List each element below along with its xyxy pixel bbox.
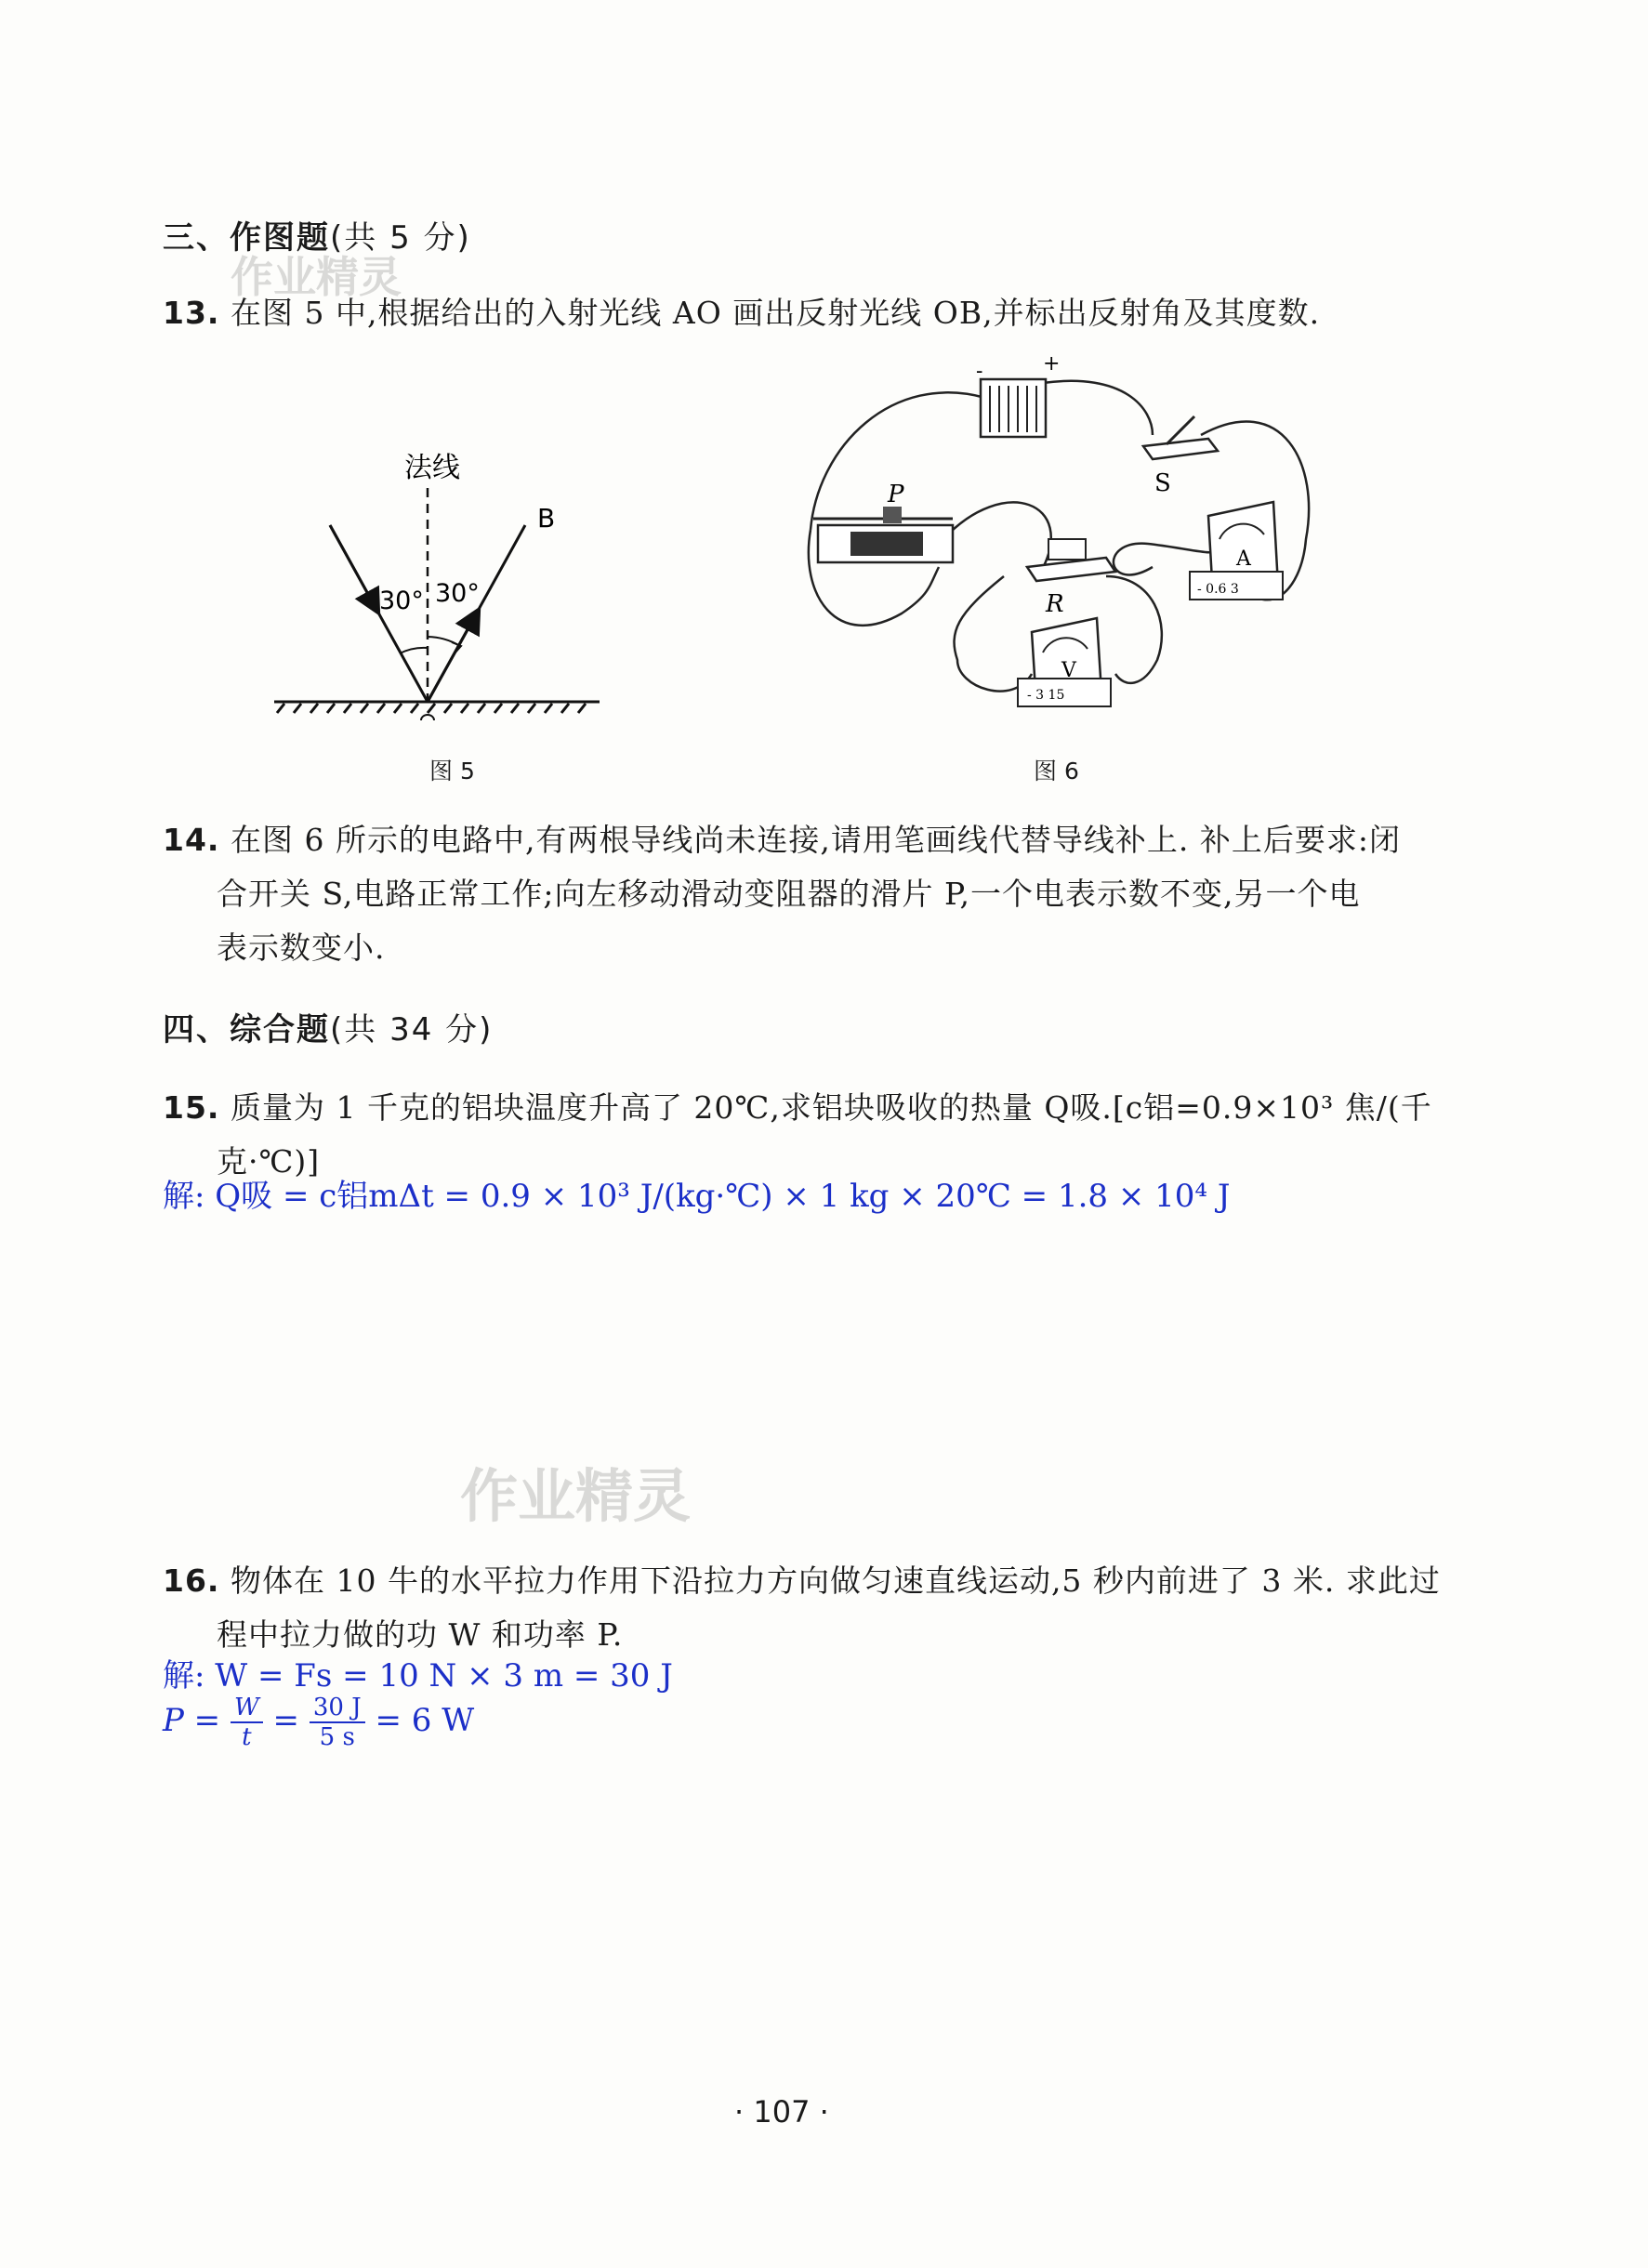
- watermark-top: 作业精灵: [231, 252, 402, 302]
- question-14-number: 14.: [163, 822, 220, 858]
- equals-sign: =: [272, 1702, 300, 1739]
- figure-5: [270, 423, 604, 739]
- section-4-score: (共 34 分): [330, 1011, 494, 1048]
- reflect-angle-label: 30°: [435, 579, 480, 608]
- voltmeter-label: V: [1061, 659, 1076, 682]
- question-16-answer-1: 解: W = Fs = 10 N × 3 m = 30 J: [163, 1657, 673, 1694]
- question-14-line-3: 表示数变小.: [217, 930, 386, 966]
- fraction-w-over-t: [231, 1694, 263, 1751]
- question-13-text: 在图 5 中,根据给出的入射光线 AO 画出反射光线 OB,并标出反射角及其度数.: [230, 295, 1321, 331]
- question-14: [163, 813, 1510, 975]
- question-16: [163, 1554, 1510, 1662]
- question-15-line-1: 质量为 1 千克的铝块温度升高了 20℃,求铝块吸收的热量 Q吸.[c铝=0.9×10³ 焦/(千: [230, 1089, 1432, 1126]
- section-4-title: [163, 1004, 493, 1049]
- question-15-line-2: 克·℃)]: [217, 1143, 321, 1180]
- slider-label: P: [888, 481, 904, 508]
- battery-minus: -: [976, 360, 983, 383]
- question-16-answer-2: [163, 1694, 474, 1751]
- ammeter-label: A: [1236, 547, 1251, 571]
- fraction-2-denominator: 5 s: [319, 1723, 355, 1751]
- normal-label: 法线: [404, 452, 460, 484]
- fraction-30j-over-5s: [310, 1694, 365, 1751]
- question-13-number: 13.: [163, 295, 220, 331]
- incident-angle-label: 30°: [379, 587, 424, 615]
- question-13: [163, 286, 1510, 340]
- power-lhs: P =: [163, 1702, 221, 1739]
- figure-6: [799, 353, 1320, 734]
- fraction-2-numerator: 30 J: [310, 1694, 365, 1723]
- question-14-line-1: 在图 6 所示的电路中,有两根导线尚未连接,请用笔画线代替导线补上. 补上后要求:闭: [230, 822, 1402, 858]
- resistor-label: R: [1046, 590, 1064, 618]
- figure-5-caption: 图 5: [429, 758, 475, 785]
- figure-5-diagram: [270, 423, 604, 739]
- voltmeter-scale: - 3 15: [1027, 688, 1065, 703]
- question-16-number: 16.: [163, 1563, 220, 1599]
- battery-plus: +: [1043, 353, 1061, 376]
- question-15-answer: 解: Q吸 = c铝mΔt = 0.9 × 10³ J/(kg·℃) × 1 kg × 20℃ = 1.8 × 10⁴ J: [163, 1178, 1231, 1215]
- ammeter-scale: - 0.6 3: [1197, 582, 1239, 597]
- section-3-score: (共 5 分): [330, 219, 471, 257]
- section-3-heading: 三、作图题: [163, 219, 330, 257]
- power-result: = 6 W: [375, 1702, 475, 1739]
- fraction-1-denominator: t: [242, 1723, 252, 1751]
- fraction-1-numerator: W: [231, 1694, 263, 1723]
- question-14-line-2: 合开关 S,电路正常工作;向左移动滑动变阻器的滑片 P,一个电表示数不变,另一个电: [217, 876, 1361, 912]
- question-16-line-1: 物体在 10 牛的水平拉力作用下沿拉力方向做匀速直线运动,5 秒内前进了 3 米. 求此过: [230, 1563, 1441, 1599]
- figure-6-caption: 图 6: [1034, 758, 1079, 785]
- page-number: · 107 ·: [734, 2094, 829, 2130]
- section-4-heading: 四、综合题: [163, 1011, 330, 1048]
- question-16-line-2: 程中拉力做的功 W 和功率 P.: [217, 1616, 624, 1653]
- figure-6-circuit: [799, 353, 1320, 734]
- point-b-label: B: [537, 503, 556, 534]
- question-15-number: 15.: [163, 1089, 220, 1126]
- switch-label: S: [1154, 469, 1171, 497]
- watermark-middle: 作业精灵: [460, 1462, 692, 1530]
